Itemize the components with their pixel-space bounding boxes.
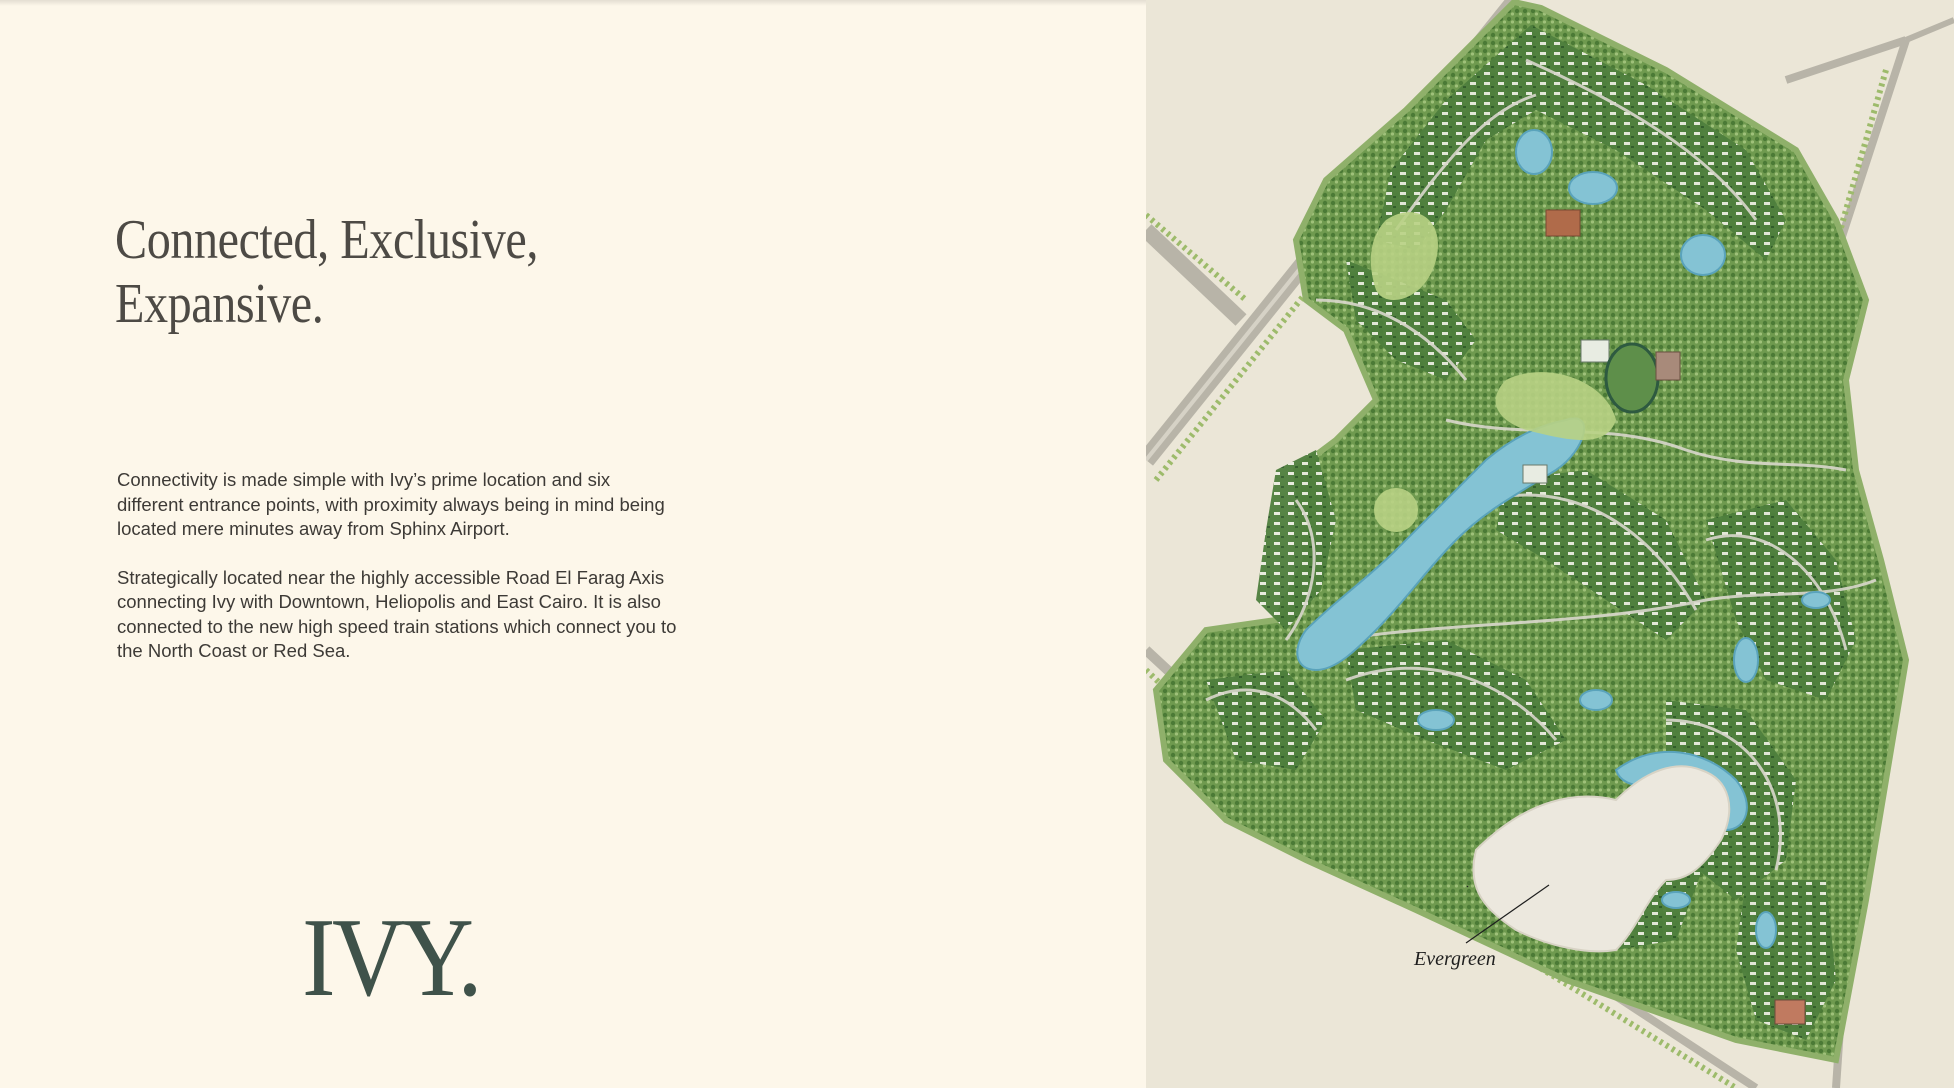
ivy-logo: IVY. — [302, 896, 479, 1020]
evergreen-leader-line — [1467, 886, 1468, 887]
body-copy — [117, 468, 677, 688]
page-title-line-1: Connected, Exclusive, — [115, 209, 538, 271]
page-title — [115, 208, 665, 336]
master-plan-illustration — [1146, 0, 1954, 1088]
master-plan-map — [1146, 0, 1954, 1088]
body-paragraph-location: Strategically located near the highly accessible Road El Farag Axis connecting Ivy with Downtown, Heliopolis and East Cairo. It is also connected to the new high speed train stations which connect you to the North Coast or Red Sea. — [117, 566, 677, 661]
page-title-line-2: Expansive. — [115, 273, 324, 335]
evergreen-label: Evergreen — [1414, 948, 1496, 970]
body-paragraph-connectivity: Connectivity is made simple with Ivy’s prime location and six different entrance points, with proximity always being in mind being located mere minutes away from Sphinx Airport. — [117, 469, 665, 539]
